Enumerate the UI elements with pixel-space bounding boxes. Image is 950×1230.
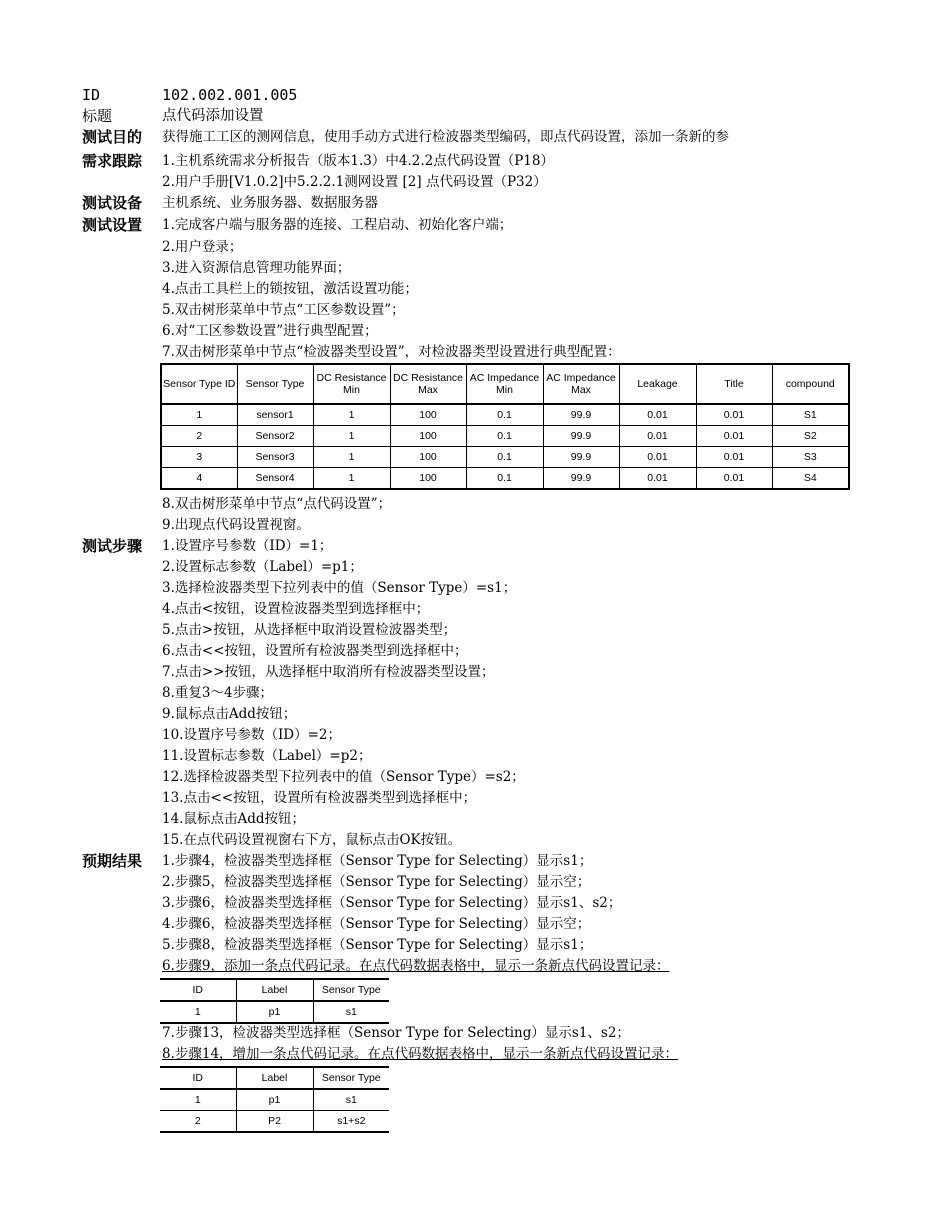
setup-item: 1.完成客户端与服务器的连接、工程启动、初始化客户端； bbox=[162, 217, 513, 233]
expected-row bbox=[0, 914, 950, 935]
header-cell: DC Resistance Min bbox=[313, 364, 390, 404]
expected-item: 5.步骤8，检波器类型选择框（Sensor Type for Selecting）显示s1； bbox=[162, 937, 593, 953]
cell: s1 bbox=[313, 1001, 389, 1023]
step-item: 12.选择检波器类型下拉列表中的值（Sensor Type）=s2； bbox=[162, 769, 525, 785]
setup-row bbox=[0, 279, 950, 300]
cell: 1 bbox=[313, 404, 390, 426]
id-row bbox=[0, 85, 950, 106]
cell: S3 bbox=[772, 447, 849, 468]
expected-row bbox=[0, 872, 950, 893]
table-header-row bbox=[160, 979, 389, 1001]
step-item: 8.重复3～4步骤； bbox=[162, 685, 274, 701]
cell: s1 bbox=[313, 1089, 389, 1111]
setup-item: 3.进入资源信息管理功能界面； bbox=[162, 260, 351, 276]
cell: 99.9 bbox=[543, 426, 619, 447]
cell: 1 bbox=[313, 468, 390, 490]
trace-item: 2.用户手册[V1.0.2]中5.2.2.1测网设置 [2] 点代码设置（P32） bbox=[162, 174, 547, 190]
cell: 3 bbox=[161, 447, 237, 468]
purpose-value: 获得施工工区的测网信息，使用手动方式进行检波器类型编码，即点代码设置，添加一条新的参 bbox=[162, 129, 729, 145]
trace-label: 需求跟踪 bbox=[82, 152, 143, 170]
cell: P2 bbox=[236, 1111, 313, 1133]
expected-row bbox=[0, 893, 950, 914]
expected-item: 4.步骤6，检波器类型选择框（Sensor Type for Selecting）显示空； bbox=[162, 916, 591, 932]
expected-item: 2.步骤5，检波器类型选择框（Sensor Type for Selecting）显示空； bbox=[162, 874, 591, 890]
header-cell: Title bbox=[696, 364, 772, 404]
header-cell: Label bbox=[236, 979, 313, 1001]
trace-row-1 bbox=[0, 151, 950, 172]
cell: 0.01 bbox=[619, 426, 696, 447]
cell: Sensor2 bbox=[237, 426, 313, 447]
step-item: 7.点击>>按钮，从选择框中取消所有检波器类型设置； bbox=[162, 664, 495, 680]
steps-label: 测试步骤 bbox=[82, 537, 143, 555]
step-item: 6.点击<<按钮，设置所有检波器类型到选择框中； bbox=[162, 643, 468, 659]
header-cell: Sensor Type bbox=[313, 979, 389, 1001]
cell: 0.01 bbox=[619, 447, 696, 468]
steps-row bbox=[0, 704, 950, 725]
result-table-1 bbox=[160, 978, 389, 1024]
header-cell: Sensor Type bbox=[237, 364, 313, 404]
cell: 2 bbox=[160, 1111, 236, 1133]
steps-row bbox=[0, 662, 950, 683]
expected-row bbox=[0, 1023, 950, 1044]
steps-row bbox=[0, 809, 950, 830]
cell: S1 bbox=[772, 404, 849, 426]
cell: Sensor4 bbox=[237, 468, 313, 490]
setup-row bbox=[0, 237, 950, 258]
step-item: 13.点击<<按钮，设置所有检波器类型到选择框中； bbox=[162, 790, 477, 806]
cell: 4 bbox=[161, 468, 237, 490]
cell: 0.01 bbox=[619, 404, 696, 426]
purpose-label: 测试目的 bbox=[82, 128, 143, 146]
table-header-row bbox=[160, 1067, 389, 1089]
setup-row bbox=[0, 258, 950, 279]
cell: sensor1 bbox=[237, 404, 313, 426]
cell: p1 bbox=[236, 1089, 313, 1111]
steps-row bbox=[0, 620, 950, 641]
equipment-row bbox=[0, 193, 950, 214]
setup-row bbox=[0, 515, 950, 536]
setup-row bbox=[0, 321, 950, 342]
setup-item: 8.双击树形菜单中节点“点代码设置”； bbox=[162, 496, 392, 512]
table-row bbox=[160, 1001, 389, 1023]
header-cell: ID bbox=[160, 979, 236, 1001]
cell: 100 bbox=[390, 468, 466, 490]
cell: 1 bbox=[160, 1089, 236, 1111]
cell: 0.1 bbox=[466, 468, 543, 490]
cell: 1 bbox=[313, 426, 390, 447]
step-item: 3.选择检波器类型下拉列表中的值（Sensor Type）=s1； bbox=[162, 580, 517, 596]
cell: 99.9 bbox=[543, 447, 619, 468]
cell: 2 bbox=[161, 426, 237, 447]
step-item: 10.设置序号参数（ID）=2； bbox=[162, 727, 342, 743]
cell: 100 bbox=[390, 447, 466, 468]
steps-row bbox=[0, 725, 950, 746]
cell: Sensor3 bbox=[237, 447, 313, 468]
steps-row bbox=[0, 683, 950, 704]
steps-row bbox=[0, 830, 950, 851]
header-cell: AC Impedance Max bbox=[543, 364, 619, 404]
trace-item: 1.主机系统需求分析报告（版本1.3）中4.2.2点代码设置（P18） bbox=[162, 153, 554, 169]
step-item: 2.设置标志参数（Label）=p1； bbox=[162, 559, 363, 575]
table-row bbox=[161, 404, 849, 426]
expected-item: 3.步骤6，检波器类型选择框（Sensor Type for Selecting）显示s1、s2； bbox=[162, 895, 622, 911]
cell: S4 bbox=[772, 468, 849, 490]
header-cell: ID bbox=[160, 1067, 236, 1089]
table-header-row bbox=[161, 364, 849, 404]
steps-row bbox=[0, 557, 950, 578]
expected-row bbox=[0, 1044, 950, 1065]
id-value: 102.002.001.005 bbox=[162, 86, 298, 104]
trace-row-2 bbox=[0, 172, 950, 193]
header-cell: DC Resistance Max bbox=[390, 364, 466, 404]
purpose-row bbox=[0, 127, 950, 148]
cell: 100 bbox=[390, 404, 466, 426]
header-cell: Label bbox=[236, 1067, 313, 1089]
cell: 99.9 bbox=[543, 404, 619, 426]
expected-item: 1.步骤4，检波器类型选择框（Sensor Type for Selecting）显示s1； bbox=[162, 853, 593, 869]
header-cell: Sensor Type ID bbox=[161, 364, 237, 404]
expected-row bbox=[0, 956, 950, 977]
steps-row bbox=[0, 788, 950, 809]
setup-row bbox=[0, 300, 950, 321]
setup-item: 4.点击工具栏上的锁按钮，激活设置功能； bbox=[162, 281, 418, 297]
setup-row bbox=[0, 494, 950, 515]
cell: 99.9 bbox=[543, 468, 619, 490]
cell: 0.1 bbox=[466, 426, 543, 447]
step-item: 5.点击>按钮，从选择框中取消设置检波器类型； bbox=[162, 622, 457, 638]
result-table-2 bbox=[160, 1066, 389, 1133]
setup-item: 9.出现点代码设置视窗。 bbox=[162, 517, 310, 533]
setup-label: 测试设置 bbox=[82, 216, 143, 234]
id-label: ID bbox=[82, 86, 101, 104]
setup-item: 6.对“工区参数设置”进行典型配置； bbox=[162, 323, 378, 339]
setup-item: 2.用户登录； bbox=[162, 239, 243, 255]
cell: p1 bbox=[236, 1001, 313, 1023]
setup-row bbox=[0, 215, 950, 236]
step-item: 15.在点代码设置视窗右下方，鼠标点击OK按钮。 bbox=[162, 832, 462, 848]
expected-item: 7.步骤13，检波器类型选择框（Sensor Type for Selecting）显示s1、s2； bbox=[162, 1025, 630, 1041]
table-row bbox=[160, 1111, 389, 1133]
table-row bbox=[161, 447, 849, 468]
cell: 100 bbox=[390, 426, 466, 447]
setup-row bbox=[0, 342, 950, 363]
steps-row bbox=[0, 641, 950, 662]
header-cell: Sensor Type bbox=[313, 1067, 389, 1089]
cell: 0.1 bbox=[466, 404, 543, 426]
title-row bbox=[0, 106, 950, 127]
cell: 0.1 bbox=[466, 447, 543, 468]
cell: 1 bbox=[160, 1001, 236, 1023]
cell: S2 bbox=[772, 426, 849, 447]
setup-item: 7.双击树形菜单中节点“检波器类型设置”，对检波器类型设置进行典型配置： bbox=[162, 344, 621, 360]
header-cell: AC Impedance Min bbox=[466, 364, 543, 404]
title-value: 点代码添加设置 bbox=[162, 108, 264, 124]
step-item: 14.鼠标点击Add按钮； bbox=[162, 811, 306, 827]
steps-row bbox=[0, 746, 950, 767]
expected-row bbox=[0, 935, 950, 956]
table-row bbox=[161, 426, 849, 447]
cell: 1 bbox=[161, 404, 237, 426]
cell: 0.01 bbox=[696, 426, 772, 447]
cell: s1+s2 bbox=[313, 1111, 389, 1133]
step-item: 4.点击<按钮，设置检波器类型到选择框中； bbox=[162, 601, 430, 617]
cell: 0.01 bbox=[696, 447, 772, 468]
steps-row bbox=[0, 536, 950, 557]
step-item: 11.设置标志参数（Label）=p2； bbox=[162, 748, 372, 764]
step-item: 1.设置序号参数（ID）=1； bbox=[162, 538, 333, 554]
expected-label: 预期结果 bbox=[82, 852, 143, 870]
table-row bbox=[161, 468, 849, 490]
expected-item: 8.步骤14，增加一条点代码记录。在点代码数据表格中，显示一条新点代码设置记录： bbox=[162, 1046, 679, 1062]
expected-item: 6.步骤9，添加一条点代码记录。在点代码数据表格中，显示一条新点代码设置记录： bbox=[162, 958, 670, 974]
cell: 1 bbox=[313, 447, 390, 468]
setup-item: 5.双击树形菜单中节点“工区参数设置”； bbox=[162, 302, 405, 318]
header-cell: compound bbox=[772, 364, 849, 404]
header-cell: Leakage bbox=[619, 364, 696, 404]
expected-row bbox=[0, 851, 950, 872]
sensor-type-table bbox=[160, 363, 850, 490]
equipment-label: 测试设备 bbox=[82, 194, 143, 212]
title-label: 标题 bbox=[82, 107, 113, 125]
cell: 0.01 bbox=[696, 468, 772, 490]
step-item: 9.鼠标点击Add按钮； bbox=[162, 706, 297, 722]
steps-row bbox=[0, 599, 950, 620]
steps-row bbox=[0, 767, 950, 788]
cell: 0.01 bbox=[619, 468, 696, 490]
table-row bbox=[160, 1089, 389, 1111]
equipment-value: 主机系统、业务服务器、数据服务器 bbox=[162, 195, 378, 211]
cell: 0.01 bbox=[696, 404, 772, 426]
steps-row bbox=[0, 578, 950, 599]
